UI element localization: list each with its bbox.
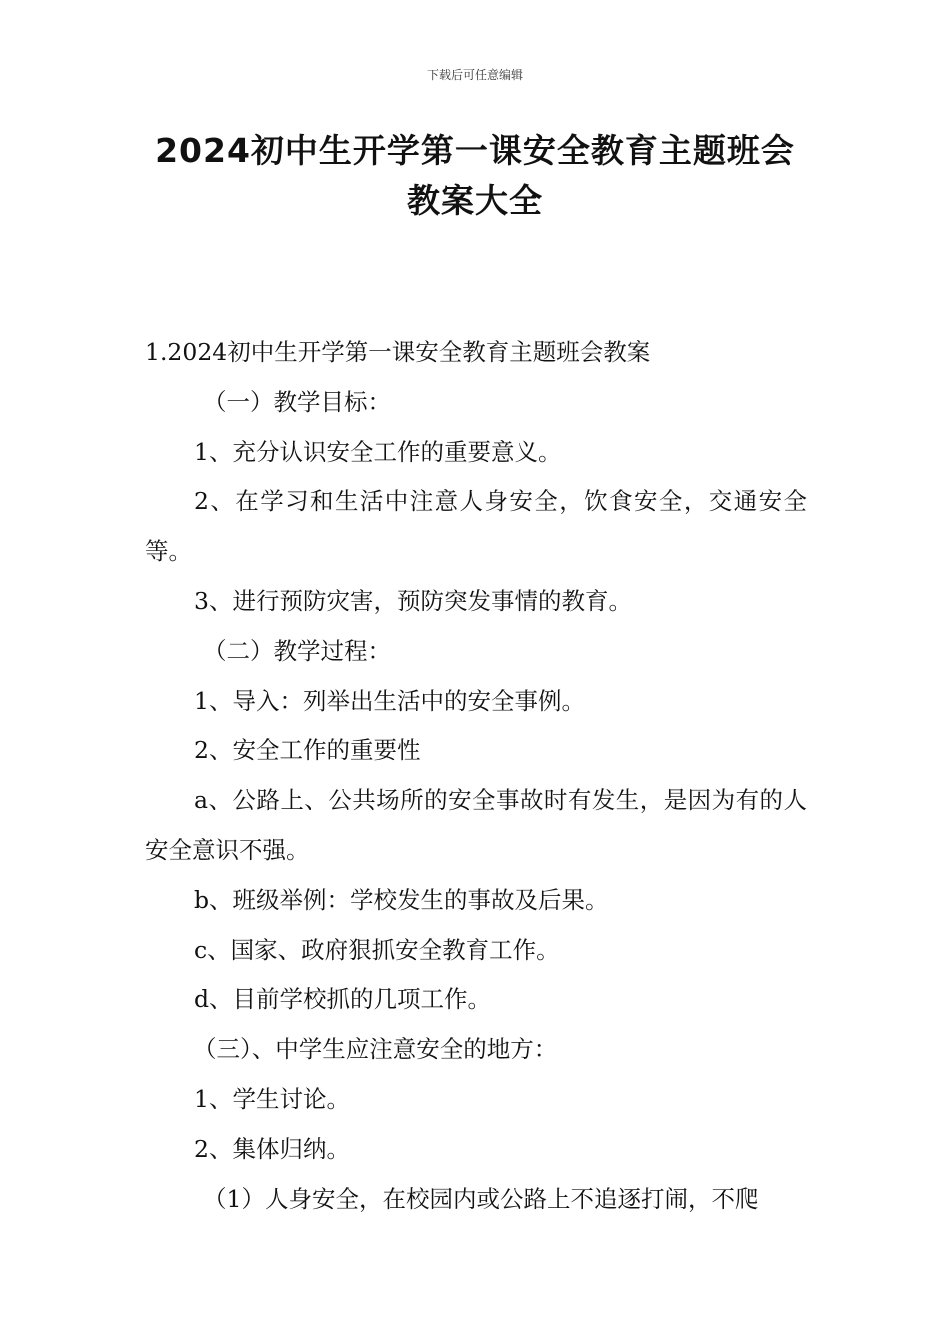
- paragraph: 1、充分认识安全工作的重要意义。: [194, 437, 562, 466]
- title-line-1: 2024初中生开学第一课安全教育主题班会: [155, 131, 795, 170]
- subsection-heading: （三）、中学生应注意安全的地方：: [193, 1035, 558, 1064]
- subsection-heading: （二）教学过程：: [203, 636, 391, 665]
- paragraph: 3、进行预防灾害，预防突发事情的教育。: [194, 586, 632, 615]
- paragraph: c、国家、政府狠抓安全教育工作。: [194, 935, 560, 964]
- paragraph: 1、导入：列举出生活中的安全事例。: [194, 686, 585, 715]
- paragraph: 2、在学习和生活中注意人身安全，饮食安全，交通安全等。: [145, 487, 807, 566]
- paragraph: d、目前学校抓的几项工作。: [194, 985, 492, 1014]
- subsection-heading: （一）教学目标：: [203, 387, 391, 416]
- paragraph: 2、安全工作的重要性: [194, 736, 421, 765]
- paragraph: a、公路上、公共场所的安全事故时有发生，是因为有的人安全意识不强。: [145, 786, 807, 864]
- paragraph: （1）人身安全，在校园内或公路上不追逐打闹，不爬: [203, 1184, 759, 1213]
- section-heading: 1.2024初中生开学第一课安全教育主题班会教案: [145, 338, 651, 366]
- paragraph: 1、学生讨论。: [194, 1084, 350, 1113]
- paragraph: 2、集体归纳。: [194, 1134, 350, 1163]
- header-note: 下载后可任意编辑: [426, 68, 523, 82]
- document-title: [100, 126, 850, 226]
- paragraph: b、班级举例：学校发生的事故及后果。: [194, 885, 609, 914]
- title-line-2: 教案大全: [407, 181, 543, 220]
- document-body: [145, 328, 807, 1224]
